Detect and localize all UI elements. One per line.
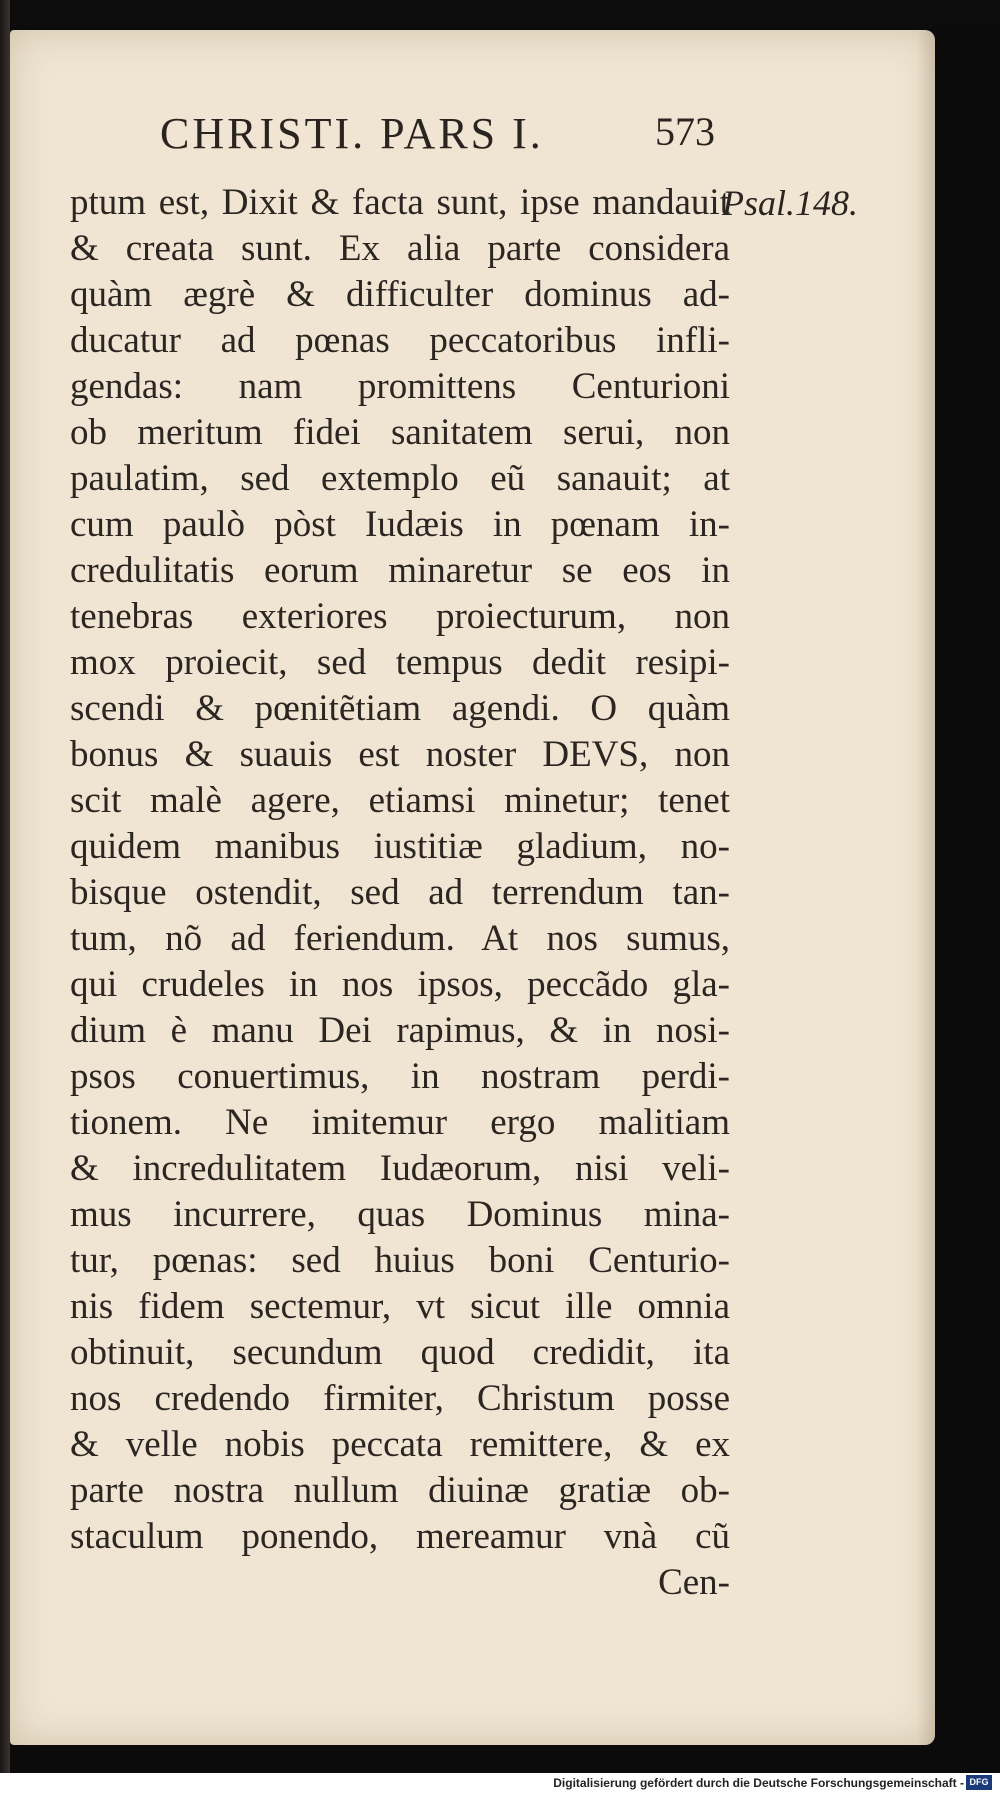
- book-page: [10, 30, 935, 1745]
- marginal-reference: Psal.148.: [722, 183, 859, 223]
- text-line: gendas: nam promittens Centurioni: [70, 366, 730, 407]
- text-line: nis fidem sectemur, vt sicut ille omnia: [70, 1286, 730, 1327]
- text-line: scendi & pœnitẽtiam agendi. O quàm: [70, 688, 730, 729]
- text-line: mox proiecit, sed tempus dedit resipi-: [70, 642, 730, 683]
- digitization-credit: Digitalisierung gefördert durch die Deutsche Forschungsgemeinschaft -: [553, 1776, 964, 1790]
- text-line: tionem. Ne imitemur ergo malitiam: [70, 1102, 730, 1143]
- text-line: quidem manibus iustitiæ gladium, no-: [70, 826, 730, 867]
- running-head-title: CHRISTI. PARS I.: [160, 109, 544, 158]
- text-line: mus incurrere, quas Dominus mina-: [70, 1194, 730, 1235]
- text-line: cum paulò pòst Iudæis in pœnam in-: [70, 504, 730, 545]
- text-line: staculum ponendo, mereamur vnà cũ: [70, 1516, 730, 1557]
- text-line: paulatim, sed extemplo eũ sanauit; at: [70, 458, 730, 499]
- text-line: tenebras exteriores proiecturum, non: [70, 596, 730, 637]
- text-line: scit malè agere, etiamsi minetur; tenet: [70, 780, 730, 821]
- text-line: bisque ostendit, sed ad terrendum tan-: [70, 872, 730, 913]
- text-line: parte nostra nullum diuinæ gratiæ ob-: [70, 1470, 730, 1511]
- text-line: nos credendo firmiter, Christum posse: [70, 1378, 730, 1419]
- text-line: ducatur ad pœnas peccatoribus infli-: [70, 320, 730, 361]
- text-line: obtinuit, secundum quod credidit, ita: [70, 1332, 730, 1373]
- catchword: Cen-: [658, 1562, 730, 1603]
- text-line: & creata sunt. Ex alia parte considera: [70, 228, 730, 269]
- text-line: ptum est, Dixit & facta sunt, ipse mandauit: [70, 182, 730, 223]
- text-line: & incredulitatem Iudæorum, nisi veli-: [70, 1148, 730, 1189]
- text-line: tur, pœnas: sed huius boni Centurio-: [70, 1240, 730, 1281]
- text-line: & velle nobis peccata remittere, & ex: [70, 1424, 730, 1465]
- dfg-logo-icon: DFG: [966, 1775, 992, 1790]
- text-line: dium è manu Dei rapimus, & in nosi-: [70, 1010, 730, 1051]
- body-text: [70, 180, 730, 1606]
- text-line: quàm ægrè & difficulter dominus ad-: [70, 274, 730, 315]
- running-head: [160, 108, 720, 168]
- page-edge-shadow: [917, 30, 935, 1745]
- text-line: qui crudeles in nos ipsos, peccãdo gla-: [70, 964, 730, 1005]
- text-line: credulitatis eorum minaretur se eos in: [70, 550, 730, 591]
- text-line: ob meritum fidei sanitatem serui, non: [70, 412, 730, 453]
- text-line: bonus & suauis est noster DEVS, non: [70, 734, 730, 775]
- text-line: tum, nõ ad feriendum. At nos sumus,: [70, 918, 730, 959]
- page-number: 573: [655, 109, 715, 154]
- scan-background-top: [0, 0, 1000, 28]
- book-spine: [0, 0, 10, 1793]
- text-line: psos conuertimus, in nostram perdi-: [70, 1056, 730, 1097]
